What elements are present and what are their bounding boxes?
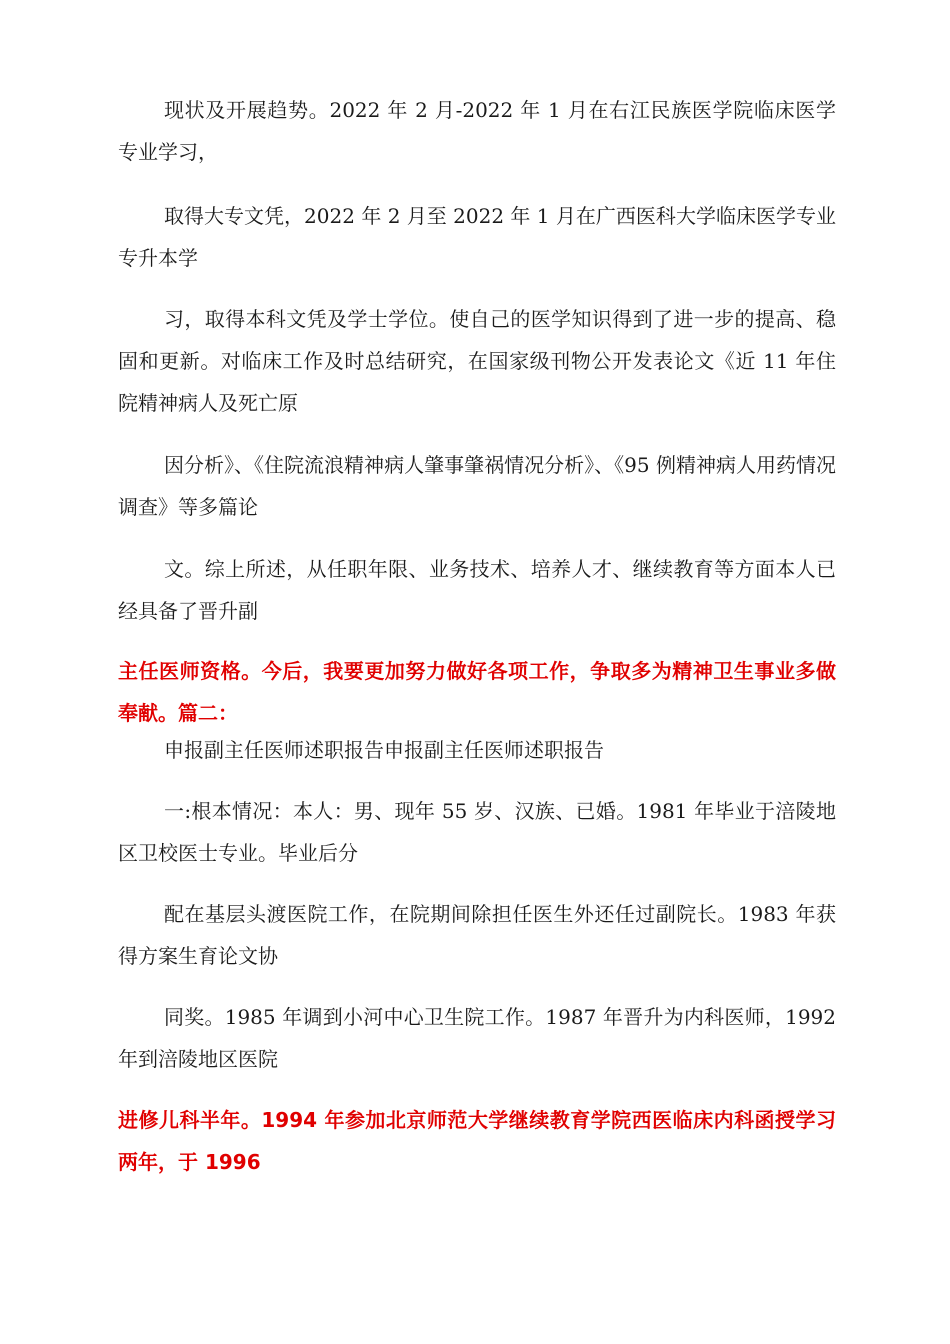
paragraph-report-title: 申报副主任医师述职报告申报副主任医师述职报告 (164, 738, 604, 762)
paragraph-career-progress: 同奖。1985 年调到小河中心卫生院工作。1987 年晋升为内科医师，1992 年到涪陵地区医院 (118, 1005, 836, 1071)
paragraph-basic-info: 一:根本情况：本人：男、现年 55 岁、汉族、已婚。1981 年毕业于涪陵地区卫校医士专业。毕业后分 (118, 799, 836, 865)
paragraph-diploma: 取得大专文凭，2022 年 2 月至 2022 年 1 月在广西医科大学临床医学专业专升本学 (118, 204, 836, 270)
paragraph-education-history: 现状及开展趋势。2022 年 2 月-2022 年 1 月在右江民族医学院临床医学专业学习， (118, 98, 836, 164)
paragraph-highlight-qualification: 主任医师资格。今后，我要更加努力做好各项工作，争取多为精神卫生事业多做奉献。篇二： (118, 659, 836, 725)
paragraph-highlight-further-study: 进修儿科半年。1994 年参加北京师范大学继续教育学院西医临床内科函授学习两年，于 1996 (118, 1108, 836, 1174)
paragraph-bachelor-degree: 习，取得本科文凭及学士学位。使自己的医学知识得到了进一步的提高、稳固和更新。对临床工作及时总结研究，在国家级刊物公开发表论文《近 11 年住院精神病人及死亡原 (118, 307, 836, 415)
paragraph-early-career: 配在基层头渡医院工作，在院期间除担任医生外还任过副院长。1983 年获得方案生育论文协 (118, 902, 836, 968)
paragraph-publications: 因分析》、《住院流浪精神病人肇事肇祸情况分析》、《95 例精神病人用药情况调查》等多篇论 (118, 453, 836, 519)
paragraph-summary: 文。综上所述，从任职年限、业务技术、培养人才、继续教育等方面本人已经具备了晋升副 (118, 557, 836, 623)
